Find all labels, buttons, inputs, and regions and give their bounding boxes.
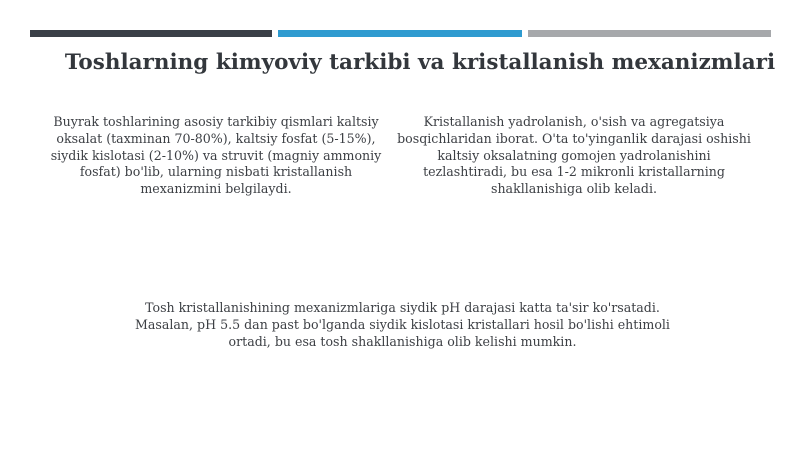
- slide-title: Toshlarning kimyoviy tarkibi va kristallanish mexanizmlari: [64, 50, 776, 75]
- accent-bar-gray: [528, 30, 771, 37]
- paragraph-ph-effect: Tosh kristallanishining mexanizmlariga siydik pH darajasi katta ta'sir ko'rsatadi. Masalan, pH 5.5 dan past bo'lganda siydik kislotasi kristallari hosil bo'lishi ehtimoli ortadi, bu esa tosh shakllanishiga olib kelishi mumkin.: [135, 300, 670, 349]
- accent-bar-dark: [30, 30, 272, 37]
- accent-bar-blue: [278, 30, 522, 37]
- paragraph-composition: Buyrak toshlarining asosiy tarkibiy qismlari kaltsiy oksalat (taxminan 70-80%), kaltsiy fosfat (5-15%), siydik kislotasi (2-10%) va struvit (magniy ammoniy fosfat) bo'lib, ularning nisbati kristallanish mexanizmini belgilaydi.: [50, 114, 382, 197]
- paragraph-crystallization: Kristallanish yadrolanish, o'sish va agregatsiya bosqichlaridan iborat. O'ta to'yinganlik darajasi oshishi kaltsiy oksalatning gomojen yadrolanishini tezlashtiradi, bu esa 1-2 mikronli kristallarning shakllanishiga olib keladi.: [397, 114, 751, 197]
